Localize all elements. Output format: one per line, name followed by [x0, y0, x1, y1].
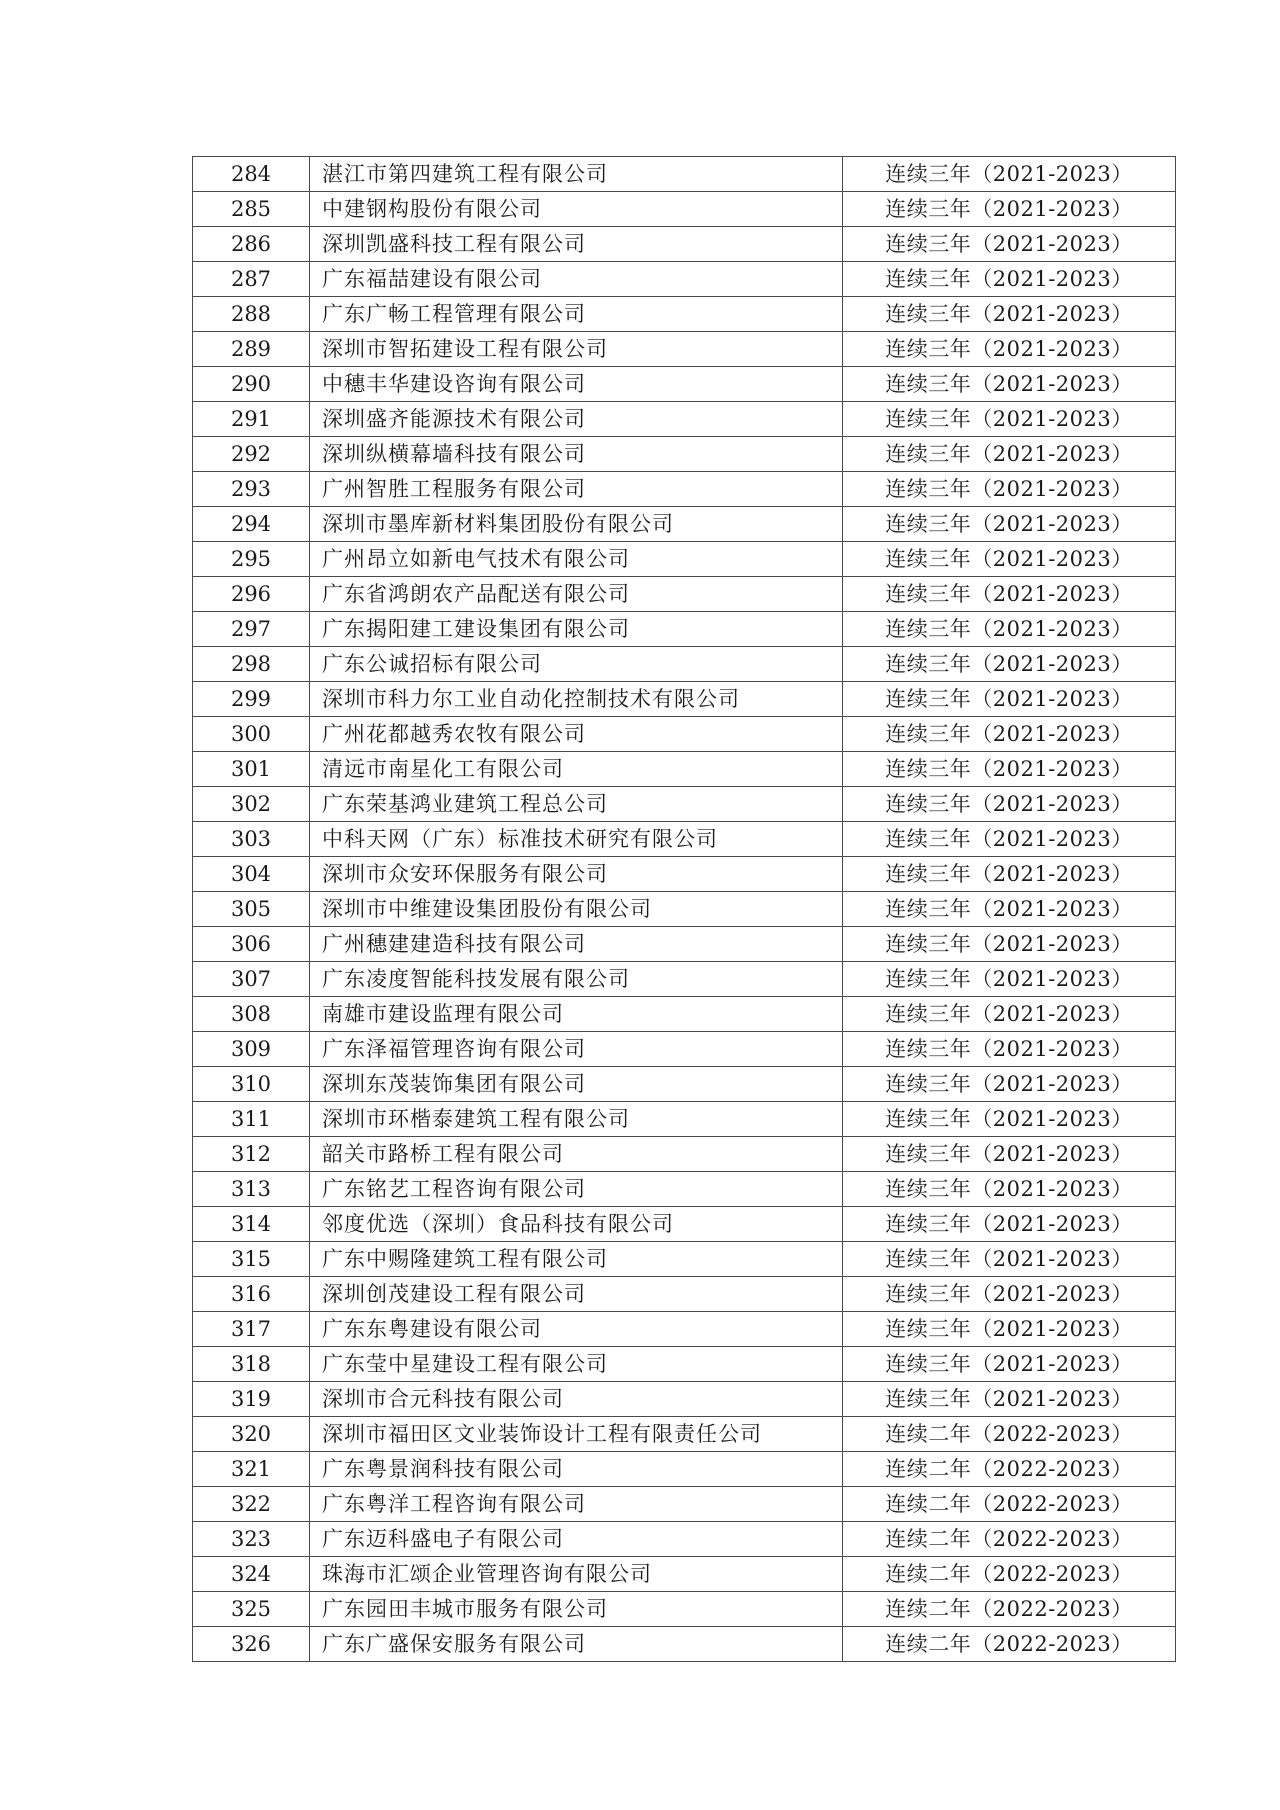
table-row	[193, 472, 1176, 507]
company-name: 深圳盛齐能源技术有限公司	[310, 402, 843, 437]
table-row	[193, 1242, 1176, 1277]
table-row	[193, 927, 1176, 962]
company-name: 广东荣基鸿业建筑工程总公司	[310, 787, 843, 822]
row-number: 294	[193, 507, 310, 542]
table-row	[193, 1417, 1176, 1452]
consecutive-period: 连续三年（2021-2023）	[843, 262, 1176, 297]
consecutive-period: 连续三年（2021-2023）	[843, 612, 1176, 647]
consecutive-period: 连续二年（2022-2023）	[843, 1487, 1176, 1522]
table-row	[193, 997, 1176, 1032]
company-name: 广东粤景润科技有限公司	[310, 1452, 843, 1487]
consecutive-period: 连续三年（2021-2023）	[843, 297, 1176, 332]
consecutive-period: 连续三年（2021-2023）	[843, 647, 1176, 682]
company-name: 广东揭阳建工建设集团有限公司	[310, 612, 843, 647]
consecutive-period: 连续二年（2022-2023）	[843, 1592, 1176, 1627]
company-name: 广州花都越秀农牧有限公司	[310, 717, 843, 752]
table-row	[193, 1452, 1176, 1487]
table-row	[193, 682, 1176, 717]
table-row	[193, 857, 1176, 892]
table-row	[193, 1487, 1176, 1522]
company-name: 深圳市中维建设集团股份有限公司	[310, 892, 843, 927]
company-name: 深圳市合元科技有限公司	[310, 1382, 843, 1417]
company-name: 广东福喆建设有限公司	[310, 262, 843, 297]
company-name: 深圳市墨库新材料集团股份有限公司	[310, 507, 843, 542]
company-name: 湛江市第四建筑工程有限公司	[310, 157, 843, 192]
table-row	[193, 157, 1176, 192]
table-row	[193, 437, 1176, 472]
company-name: 清远市南星化工有限公司	[310, 752, 843, 787]
consecutive-period: 连续三年（2021-2023）	[843, 472, 1176, 507]
consecutive-period: 连续三年（2021-2023）	[843, 717, 1176, 752]
table-row	[193, 542, 1176, 577]
consecutive-period: 连续三年（2021-2023）	[843, 157, 1176, 192]
row-number: 306	[193, 927, 310, 962]
company-name: 广东东粤建设有限公司	[310, 1312, 843, 1347]
table-row	[193, 1137, 1176, 1172]
row-number: 301	[193, 752, 310, 787]
consecutive-period: 连续三年（2021-2023）	[843, 577, 1176, 612]
company-name: 邻度优选（深圳）食品科技有限公司	[310, 1207, 843, 1242]
row-number: 307	[193, 962, 310, 997]
company-name: 深圳市众安环保服务有限公司	[310, 857, 843, 892]
table-row	[193, 1627, 1176, 1662]
company-name: 深圳市科力尔工业自动化控制技术有限公司	[310, 682, 843, 717]
company-name: 广东莹中星建设工程有限公司	[310, 1347, 843, 1382]
table-row	[193, 717, 1176, 752]
consecutive-period: 连续三年（2021-2023）	[843, 402, 1176, 437]
consecutive-period: 连续三年（2021-2023）	[843, 962, 1176, 997]
row-number: 326	[193, 1627, 310, 1662]
company-name: 深圳纵横幕墙科技有限公司	[310, 437, 843, 472]
consecutive-period: 连续二年（2022-2023）	[843, 1452, 1176, 1487]
company-name: 广东迈科盛电子有限公司	[310, 1522, 843, 1557]
table-row	[193, 1557, 1176, 1592]
company-name: 广东泽福管理咨询有限公司	[310, 1032, 843, 1067]
row-number: 299	[193, 682, 310, 717]
row-number: 303	[193, 822, 310, 857]
table-row	[193, 1522, 1176, 1557]
row-number: 322	[193, 1487, 310, 1522]
company-name: 中科天网（广东）标准技术研究有限公司	[310, 822, 843, 857]
row-number: 288	[193, 297, 310, 332]
table-row	[193, 1277, 1176, 1312]
company-name: 中建钢构股份有限公司	[310, 192, 843, 227]
table-row	[193, 1347, 1176, 1382]
row-number: 300	[193, 717, 310, 752]
company-name: 广东铭艺工程咨询有限公司	[310, 1172, 843, 1207]
row-number: 296	[193, 577, 310, 612]
row-number: 292	[193, 437, 310, 472]
company-name: 广州智胜工程服务有限公司	[310, 472, 843, 507]
table-row	[193, 577, 1176, 612]
row-number: 324	[193, 1557, 310, 1592]
table-row	[193, 367, 1176, 402]
consecutive-period: 连续三年（2021-2023）	[843, 1102, 1176, 1137]
consecutive-period: 连续三年（2021-2023）	[843, 927, 1176, 962]
row-number: 305	[193, 892, 310, 927]
company-name: 深圳市智拓建设工程有限公司	[310, 332, 843, 367]
table-body	[193, 157, 1176, 1662]
table-row	[193, 192, 1176, 227]
row-number: 293	[193, 472, 310, 507]
row-number: 309	[193, 1032, 310, 1067]
company-name: 广东广盛保安服务有限公司	[310, 1627, 843, 1662]
consecutive-period: 连续三年（2021-2023）	[843, 1137, 1176, 1172]
row-number: 285	[193, 192, 310, 227]
table-row	[193, 1067, 1176, 1102]
table-row	[193, 1102, 1176, 1137]
table-row	[193, 1032, 1176, 1067]
consecutive-period: 连续三年（2021-2023）	[843, 1312, 1176, 1347]
company-list-table	[192, 156, 1176, 1662]
consecutive-period: 连续三年（2021-2023）	[843, 822, 1176, 857]
company-name: 深圳凯盛科技工程有限公司	[310, 227, 843, 262]
consecutive-period: 连续三年（2021-2023）	[843, 752, 1176, 787]
row-number: 321	[193, 1452, 310, 1487]
table-row	[193, 612, 1176, 647]
row-number: 313	[193, 1172, 310, 1207]
consecutive-period: 连续三年（2021-2023）	[843, 1347, 1176, 1382]
row-number: 316	[193, 1277, 310, 1312]
consecutive-period: 连续三年（2021-2023）	[843, 367, 1176, 402]
consecutive-period: 连续三年（2021-2023）	[843, 542, 1176, 577]
consecutive-period: 连续三年（2021-2023）	[843, 997, 1176, 1032]
consecutive-period: 连续三年（2021-2023）	[843, 1382, 1176, 1417]
company-name: 珠海市汇颂企业管理咨询有限公司	[310, 1557, 843, 1592]
company-name: 广东公诚招标有限公司	[310, 647, 843, 682]
row-number: 320	[193, 1417, 310, 1452]
consecutive-period: 连续三年（2021-2023）	[843, 192, 1176, 227]
consecutive-period: 连续三年（2021-2023）	[843, 507, 1176, 542]
table-row	[193, 962, 1176, 997]
consecutive-period: 连续三年（2021-2023）	[843, 892, 1176, 927]
row-number: 295	[193, 542, 310, 577]
consecutive-period: 连续二年（2022-2023）	[843, 1417, 1176, 1452]
table-row	[193, 297, 1176, 332]
company-name: 深圳东茂装饰集团有限公司	[310, 1067, 843, 1102]
table-row	[193, 787, 1176, 822]
company-name: 韶关市路桥工程有限公司	[310, 1137, 843, 1172]
row-number: 308	[193, 997, 310, 1032]
row-number: 325	[193, 1592, 310, 1627]
company-name: 深圳市环楷泰建筑工程有限公司	[310, 1102, 843, 1137]
table-row	[193, 1172, 1176, 1207]
row-number: 291	[193, 402, 310, 437]
company-name: 中穗丰华建设咨询有限公司	[310, 367, 843, 402]
table-row	[193, 507, 1176, 542]
consecutive-period: 连续三年（2021-2023）	[843, 857, 1176, 892]
consecutive-period: 连续三年（2021-2023）	[843, 1067, 1176, 1102]
table-row	[193, 1207, 1176, 1242]
table-row	[193, 402, 1176, 437]
company-name: 广东粤洋工程咨询有限公司	[310, 1487, 843, 1522]
consecutive-period: 连续三年（2021-2023）	[843, 437, 1176, 472]
row-number: 318	[193, 1347, 310, 1382]
table-row	[193, 822, 1176, 857]
company-name: 深圳市福田区文业装饰设计工程有限责任公司	[310, 1417, 843, 1452]
row-number: 317	[193, 1312, 310, 1347]
table-row	[193, 1592, 1176, 1627]
consecutive-period: 连续三年（2021-2023）	[843, 1207, 1176, 1242]
consecutive-period: 连续三年（2021-2023）	[843, 682, 1176, 717]
consecutive-period: 连续二年（2022-2023）	[843, 1557, 1176, 1592]
company-name: 广东中赐隆建筑工程有限公司	[310, 1242, 843, 1277]
row-number: 323	[193, 1522, 310, 1557]
table-row	[193, 332, 1176, 367]
table-row	[193, 647, 1176, 682]
table-row	[193, 892, 1176, 927]
table-row	[193, 752, 1176, 787]
row-number: 290	[193, 367, 310, 402]
consecutive-period: 连续三年（2021-2023）	[843, 1032, 1176, 1067]
row-number: 319	[193, 1382, 310, 1417]
company-name: 广东园田丰城市服务有限公司	[310, 1592, 843, 1627]
table-row	[193, 1312, 1176, 1347]
consecutive-period: 连续三年（2021-2023）	[843, 332, 1176, 367]
row-number: 286	[193, 227, 310, 262]
row-number: 304	[193, 857, 310, 892]
row-number: 315	[193, 1242, 310, 1277]
row-number: 289	[193, 332, 310, 367]
consecutive-period: 连续三年（2021-2023）	[843, 787, 1176, 822]
consecutive-period: 连续三年（2021-2023）	[843, 1277, 1176, 1312]
company-name: 广东广畅工程管理有限公司	[310, 297, 843, 332]
row-number: 314	[193, 1207, 310, 1242]
consecutive-period: 连续三年（2021-2023）	[843, 1172, 1176, 1207]
row-number: 284	[193, 157, 310, 192]
company-name: 广州穗建建造科技有限公司	[310, 927, 843, 962]
row-number: 297	[193, 612, 310, 647]
consecutive-period: 连续二年（2022-2023）	[843, 1627, 1176, 1662]
table-row	[193, 227, 1176, 262]
company-name: 南雄市建设监理有限公司	[310, 997, 843, 1032]
company-name: 广州昂立如新电气技术有限公司	[310, 542, 843, 577]
row-number: 311	[193, 1102, 310, 1137]
row-number: 302	[193, 787, 310, 822]
consecutive-period: 连续三年（2021-2023）	[843, 1242, 1176, 1277]
row-number: 287	[193, 262, 310, 297]
row-number: 310	[193, 1067, 310, 1102]
consecutive-period: 连续二年（2022-2023）	[843, 1522, 1176, 1557]
row-number: 312	[193, 1137, 310, 1172]
company-name: 广东凌度智能科技发展有限公司	[310, 962, 843, 997]
company-name: 深圳创茂建设工程有限公司	[310, 1277, 843, 1312]
consecutive-period: 连续三年（2021-2023）	[843, 227, 1176, 262]
table-row	[193, 262, 1176, 297]
row-number: 298	[193, 647, 310, 682]
table-row	[193, 1382, 1176, 1417]
company-name: 广东省鸿朗农产品配送有限公司	[310, 577, 843, 612]
